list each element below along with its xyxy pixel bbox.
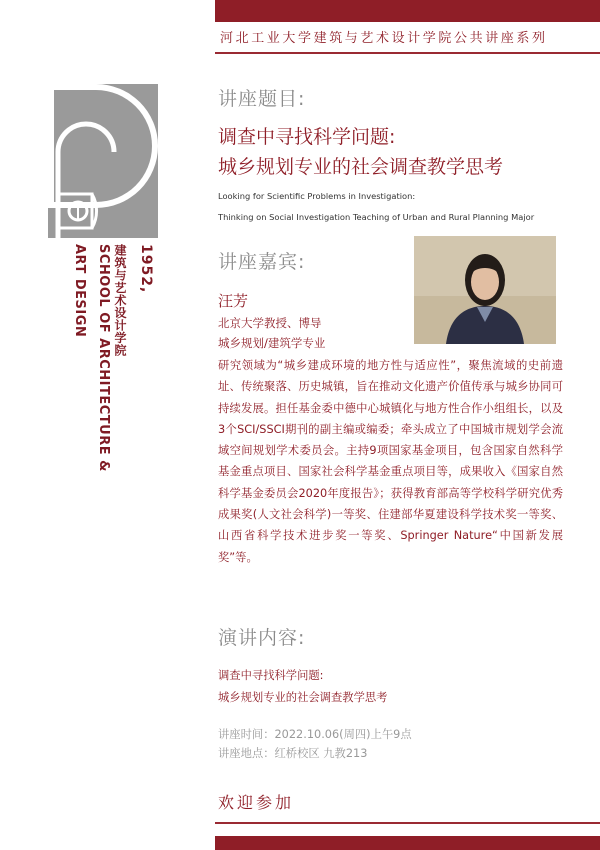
talk-content-line-1: 调查中寻找科学问题:: [218, 669, 324, 682]
welcome-text: 欢迎参加: [218, 793, 295, 812]
speaker-specialty: 城乡规划/建筑学专业: [218, 336, 326, 350]
speaker-name: 汪芳: [218, 292, 249, 310]
lecture-title-english: [218, 186, 534, 228]
lecture-title-line-2: 城乡规划专业的社会调查教学思考: [218, 156, 504, 178]
guest-heading: 讲座嘉宾:: [218, 251, 306, 273]
top-accent-bar: [215, 0, 600, 22]
lecture-series-title: 河北工业大学建筑与艺术设计学院公共讲座系列: [220, 31, 548, 46]
speaker-bio: 研究领域为“城乡建成环境的地方性与适应性”，聚焦流域的史前遗址、传统聚落、历史城镇，旨在推动文化遗产价值传承与城乡协同可持续发展。担任基金委中德中心城镇化与地方性合作小组组长，以及3个SCI/SSCI期刊的副主编或编委；牵头成立了中国城市规划学会流域空间规划学术委员会。主持9项国家基金项目，包含国家自然科学基金重点项目、国家社会科学基金重点项目等，成果收入《国家自然科学基金委员会2020年度报告》；获得教育部高等学校科学研究优秀成果奖(人文社会科学)一等奖、住建部华夏建设科学技术奖一等奖、山西省科学技术进步奖一等奖、Springer Nature“中国新发展奖”等。: [218, 359, 563, 564]
english-title-line-1: Looking for Scientific Problems in Investigation:: [218, 191, 416, 201]
bottom-accent-bar: [215, 836, 600, 850]
school-name-cn: 建筑与艺术设计学院: [113, 244, 127, 357]
lecture-location: 讲座地点：红桥校区 九教213: [218, 747, 368, 760]
speaker-photo: [414, 236, 556, 344]
golden-ratio-d-logo-icon: [48, 84, 158, 238]
speaker-title: 北京大学教授、博导: [218, 316, 322, 330]
school-name-vertical: [60, 244, 164, 474]
school-name-en-1: SCHOOL OF ARCHITECTURE &: [96, 244, 111, 472]
talk-content-line-2: 城乡规划专业的社会调查教学思考: [218, 691, 388, 704]
header-divider: [215, 52, 600, 54]
lecture-title-line-1: 调查中寻找科学问题:: [218, 126, 396, 148]
lecture-title: [218, 122, 503, 182]
english-title-line-2: Thinking on Social Investigation Teaching of Urban and Rural Planning Major: [218, 212, 535, 222]
school-name-en-2: ART DESIGN: [72, 244, 87, 338]
talk-content-heading: 演讲内容:: [218, 627, 306, 649]
footer-divider: [215, 822, 600, 824]
lecture-time: 讲座时间：2022.10.06(周四)上午9点: [218, 728, 412, 741]
lecture-topic-heading: 讲座题目:: [218, 88, 306, 110]
founding-year: 1952,: [138, 244, 154, 294]
